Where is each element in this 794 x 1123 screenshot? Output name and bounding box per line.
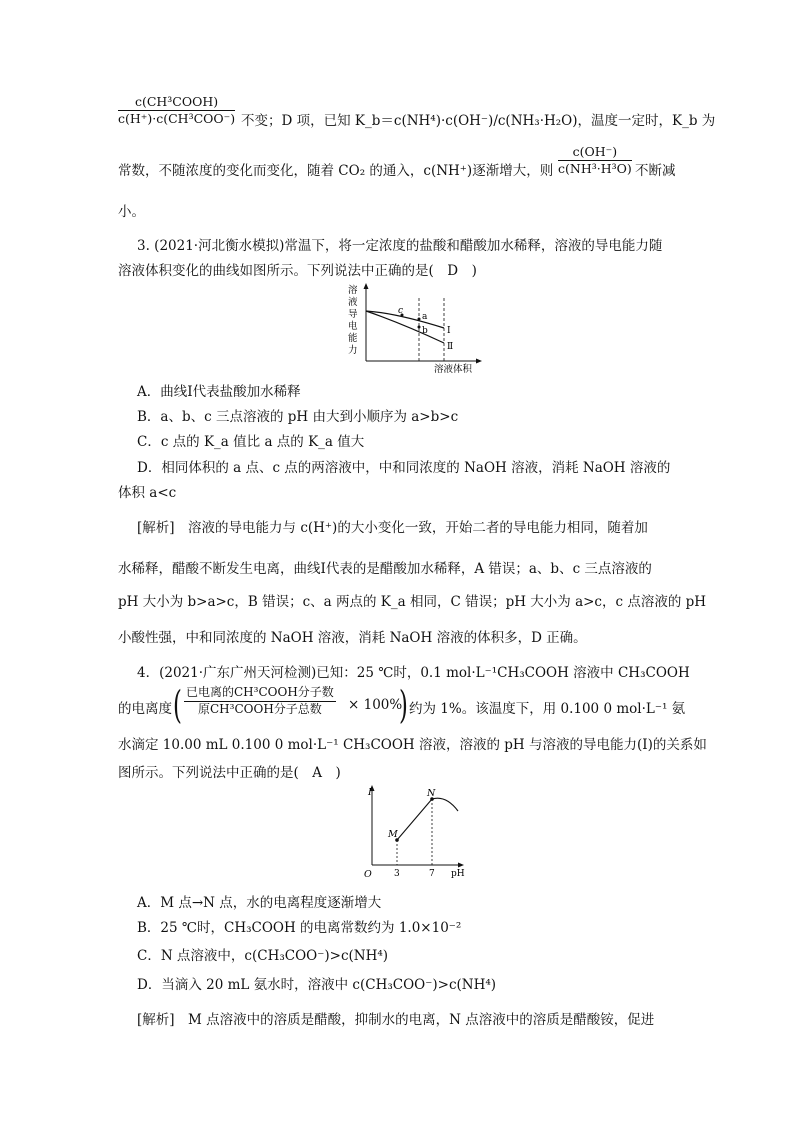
question-3-stem: 溶液体积变化的曲线如图所示。下列说法中正确的是( D ) (118, 263, 477, 279)
text-line: 常数，不随浓度的变化而变化，随着 CO₂ 的通入，c(NH⁺)逐渐增大，则 (118, 163, 554, 179)
label-M: M (388, 829, 398, 840)
option-a: A．曲线Ⅰ代表盐酸加水稀释 (137, 384, 301, 400)
fraction-denominator: c(H⁺)·c(CH³COO⁻) (118, 111, 236, 127)
ionization-fraction: 已电离的CH³COOH分子数 原CH³COOH分子总数 (186, 685, 334, 716)
tick-7: 7 (429, 869, 435, 879)
point-a (418, 318, 421, 321)
analysis-line: 小酸性强，中和同浓度的 NaOH 溶液，消耗 NaOH 溶液的体积多，D 正确。 (118, 630, 587, 646)
text-line: 不断减 (635, 163, 676, 179)
question-4-stem: 图所示。下列说法中正确的是( A ) (118, 765, 341, 781)
analysis-line: [解析] M 点溶液中的溶质是醋酸，抑制水的电离，N 点溶液中的溶质是醋酸铵，促进 (137, 1012, 655, 1028)
label-b: b (422, 326, 428, 336)
text-line: 不变；D 项，已知 K_b＝c(NH⁴)·c(OH⁻)/c(NH₃·H₂O)，温度一定时，K_b 为 (241, 113, 716, 129)
x-axis-label: pH (451, 869, 465, 879)
times-100-percent: × 100% (348, 697, 403, 713)
origin-label: O (364, 869, 372, 880)
ph-conductivity-graph (364, 785, 474, 880)
svg-text:液: 液 (348, 297, 358, 308)
fraction-oh: c(OH⁻) c(NH³·H³O) (558, 144, 632, 177)
y-axis-label: I (368, 787, 372, 798)
svg-text:力: 力 (348, 345, 358, 356)
tick-3: 3 (394, 869, 400, 879)
label-c: c (398, 306, 404, 316)
question-4-stem: 水滴定 10.00 mL 0.100 0 mol·L⁻¹ CH₃COOH 溶液，溶液的 pH 与溶液的导电能力(I)的关系如 (118, 737, 707, 753)
option-a: A．M 点→N 点，水的电离程度逐渐增大 (137, 895, 382, 911)
text-line: 小。 (118, 204, 145, 220)
point-b (418, 326, 421, 329)
option-d: D．相同体积的 a 点、c 点的两溶液中，中和同浓度的 NaOH 溶液，消耗 NaOH 溶液的 (137, 460, 671, 476)
label-curve-I: Ⅰ (447, 326, 451, 336)
text-line: 约为 1%。该温度下，用 0.100 0 mol·L⁻¹ 氨 (409, 701, 686, 717)
curve-II (366, 311, 444, 343)
fraction-numerator: c(CH³COOH) (134, 94, 219, 109)
label-a: a (422, 312, 428, 322)
svg-text:电: 电 (348, 321, 358, 332)
analysis-line: pH 大小为 b>a>c，B 错误；c、a 两点的 K_a 相同，C 错误；pH 大小为 a>c，c 点溶液的 pH (118, 594, 707, 610)
label-N: N (427, 788, 436, 799)
option-c: C．c 点的 K_a 值比 a 点的 K_a 值大 (137, 434, 365, 450)
fraction-acetic (118, 95, 235, 127)
option-b: B．25 ℃时，CH₃COOH 的电离常数约为 1.0×10⁻² (137, 920, 462, 936)
option-d: D．当滴入 20 mL 氨水时，溶液中 c(CH₃COO⁻)>c(NH⁴) (137, 977, 497, 993)
option-c: C．N 点溶液中，c(CH₃COO⁻)>c(NH⁴) (137, 948, 389, 964)
option-d-continued: 体积 a<c (118, 485, 177, 501)
y-axis-label (348, 284, 358, 356)
question-4-stem: 4．(2021·广东广州天河检测)已知：25 ℃时，0.1 mol·L⁻¹CH₃COOH 溶液中 CH₃COOH (137, 665, 690, 681)
analysis-line: 水稀释，醋酸不断发生电离，曲线Ⅰ代表的是醋酸加水稀释，A 错误；a、b、c 三点溶液的 (118, 561, 652, 577)
text-line: 的电离度 (118, 701, 172, 717)
analysis-line: [解析] 溶液的导电能力与 c(H⁺)的大小变化一致，开始二者的导电能力相同，随着加 (137, 520, 648, 536)
x-axis-label: 溶液体积 (434, 364, 473, 373)
svg-text:能: 能 (348, 333, 358, 344)
question-3-stem: 3. (2021·河北衡水模拟)常温下，将一定浓度的盐酸和醋酸加水稀释，溶液的导电能力随 (137, 238, 663, 254)
svg-text:溶: 溶 (348, 285, 358, 296)
svg-text:导: 导 (348, 309, 358, 320)
curve (397, 798, 458, 840)
label-curve-II: Ⅱ (447, 342, 454, 352)
option-b: B．a、b、c 三点溶液的 pH 由大到小顺序为 a>b>c (137, 409, 459, 425)
conductivity-graph (346, 283, 486, 373)
